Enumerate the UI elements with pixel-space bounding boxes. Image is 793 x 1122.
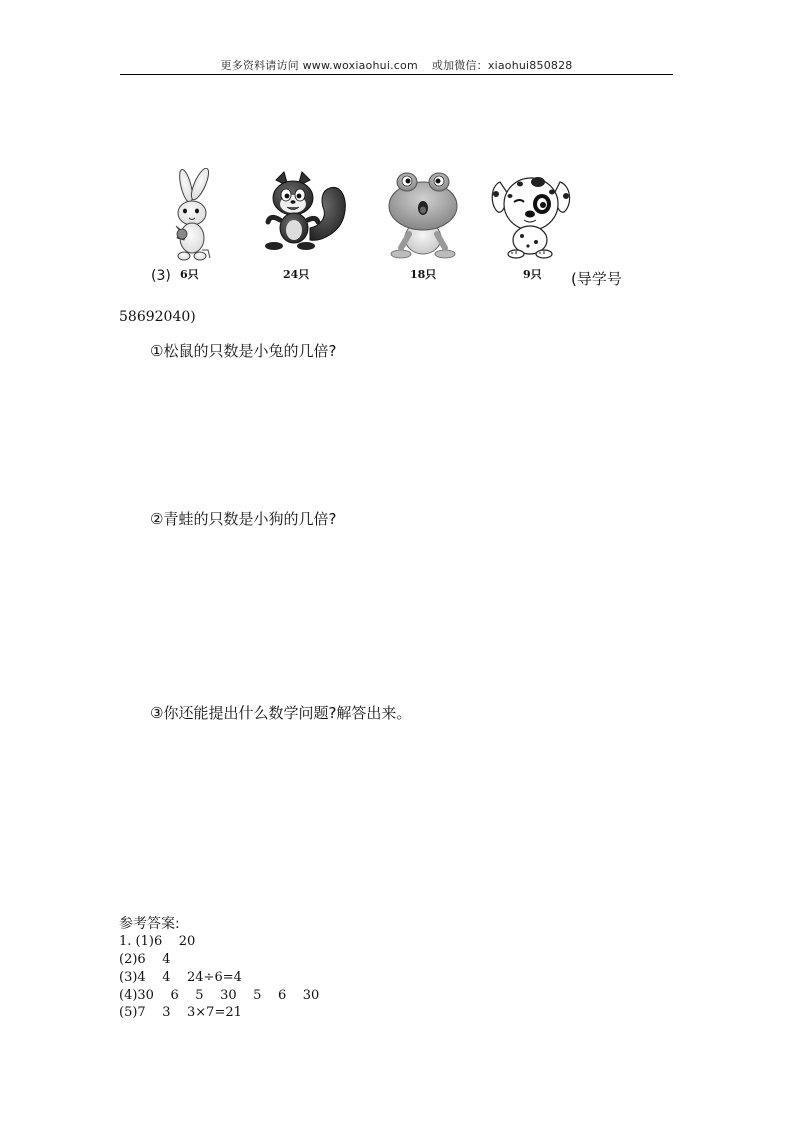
dog-count: 9只 bbox=[523, 268, 542, 281]
header-wechat: 或加微信：xiaohui850828 bbox=[431, 59, 573, 72]
answer-line: (5)7 3 3×7=21 bbox=[119, 1005, 242, 1020]
question-1: ①松鼠的只数是小兔的几倍? bbox=[150, 342, 337, 360]
answers-title: 参考答案: bbox=[119, 916, 180, 932]
rabbit-count: 6只 bbox=[180, 268, 199, 281]
frog-icon bbox=[387, 168, 459, 260]
answer-line: (4)30 6 5 30 5 6 30 bbox=[119, 988, 320, 1003]
frog-count: 18只 bbox=[410, 268, 437, 281]
answer-line: (3)4 4 24÷6=4 bbox=[119, 970, 242, 985]
question-3: ③你还能提出什么数学问题?解答出来。 bbox=[150, 704, 412, 722]
dog-icon bbox=[490, 172, 572, 260]
page-header bbox=[120, 57, 673, 73]
header-site: 更多资料请访问 www.woxiaohui.com bbox=[220, 59, 418, 72]
problem-number: (3) bbox=[151, 268, 171, 284]
rabbit-icon bbox=[164, 168, 222, 264]
guide-ref-number: 58692040) bbox=[119, 309, 196, 325]
header-rule bbox=[120, 74, 673, 75]
guide-ref-prefix: (导学号 bbox=[571, 270, 622, 288]
answer-line: (2)6 4 bbox=[119, 952, 171, 967]
squirrel-icon bbox=[260, 170, 352, 252]
question-2: ②青蛙的只数是小狗的几倍? bbox=[150, 510, 337, 528]
squirrel-count: 24只 bbox=[283, 268, 310, 281]
answer-line: 1. (1)6 20 bbox=[119, 934, 196, 949]
